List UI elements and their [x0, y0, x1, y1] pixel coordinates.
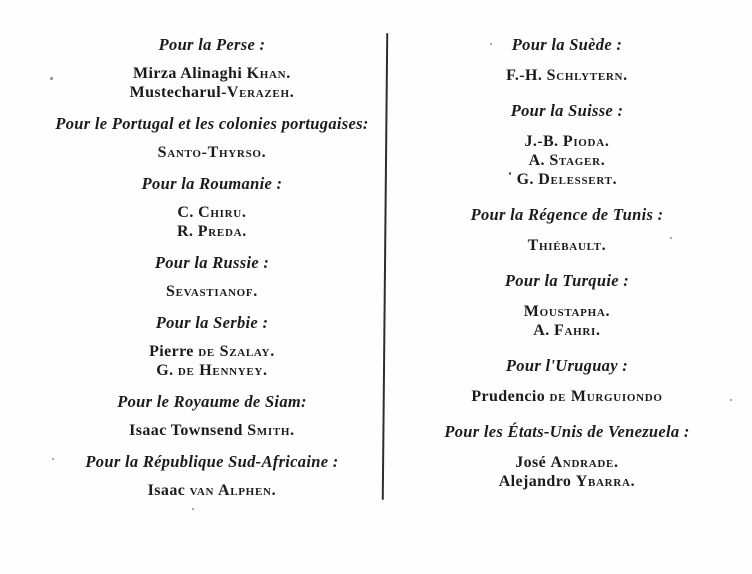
signatory-name: Thiébault. — [527, 237, 607, 254]
signatory-name: José Andrade. — [515, 454, 619, 471]
country-heading-sud-africaine: Pour la République Sud-Africaine : — [85, 452, 339, 471]
country-heading-uruguay: Pour l'Uruguay : — [505, 356, 629, 375]
scan-speckle — [192, 508, 194, 510]
country-heading-perse: Pour la Perse : — [158, 35, 266, 54]
signatory-name: Santo-Thyrso. — [157, 144, 267, 161]
section-venezuela — [398, 422, 736, 491]
country-heading-venezuela: Pour les États-Unis de Venezuela : — [444, 422, 690, 441]
signatory-name: Isaac van Alphen. — [147, 482, 277, 499]
section-russie — [38, 253, 386, 301]
country-heading-serbie: Pour la Serbie : — [155, 313, 269, 332]
scan-speckle — [52, 458, 54, 460]
signatory-name: Moustapha. — [523, 303, 611, 320]
country-heading-turquie: Pour la Turquie : — [504, 271, 630, 290]
signatory-name: C. Chiru. — [177, 204, 247, 221]
right-column — [398, 35, 736, 491]
signatory-name: Isaac Townsend Smith. — [129, 422, 295, 439]
country-heading-russie: Pour la Russie : — [154, 253, 270, 272]
country-heading-siam: Pour le Royaume de Siam: — [117, 392, 307, 411]
section-portugal — [38, 114, 386, 162]
signatory-name: F.-H. Schlytern. — [506, 67, 628, 84]
signatory-name: A. Stager. — [528, 152, 606, 169]
section-serbie — [38, 313, 386, 380]
section-siam — [38, 392, 386, 440]
signatory-name: Mustecharul-Verazeh. — [129, 84, 295, 101]
scan-speckle — [509, 172, 511, 175]
country-heading-tunis: Pour la Régence de Tunis : — [470, 205, 664, 224]
country-heading-suede: Pour la Suède : — [511, 35, 623, 54]
signatory-name: Mirza Alinaghi Khan. — [133, 65, 291, 82]
signatory-name: A. Fahri. — [533, 322, 601, 339]
country-heading-portugal: Pour le Portugal et les colonies portugaises: — [55, 114, 369, 133]
country-heading-suisse: Pour la Suisse : — [510, 101, 624, 120]
scan-speckle — [490, 43, 492, 45]
scan-speckle — [670, 237, 672, 239]
signatory-name: Prudencio de Murguiondo — [471, 388, 663, 405]
signatory-name: R. Preda. — [177, 223, 247, 240]
scan-speckle — [50, 77, 53, 80]
signatory-name: Pierre de Szalay. — [149, 343, 275, 360]
section-suede — [398, 35, 736, 85]
section-tunis — [398, 205, 736, 255]
section-uruguay — [398, 356, 736, 406]
scan-speckle — [730, 399, 732, 401]
left-column — [38, 35, 386, 500]
section-suisse — [398, 101, 736, 189]
section-perse — [38, 35, 386, 102]
signatory-name: J.-B. Pioda. — [524, 133, 610, 150]
country-heading-roumanie: Pour la Roumanie : — [141, 174, 283, 193]
signatory-name: Alejandro Ybarra. — [498, 473, 636, 490]
signatory-name: G. de Hennyey. — [156, 362, 268, 379]
section-sud-africaine — [38, 452, 386, 500]
section-turquie — [398, 271, 736, 340]
signatory-name: G. Delessert. — [516, 171, 618, 188]
section-roumanie — [38, 174, 386, 241]
signatory-name: Sevastianof. — [165, 283, 258, 300]
